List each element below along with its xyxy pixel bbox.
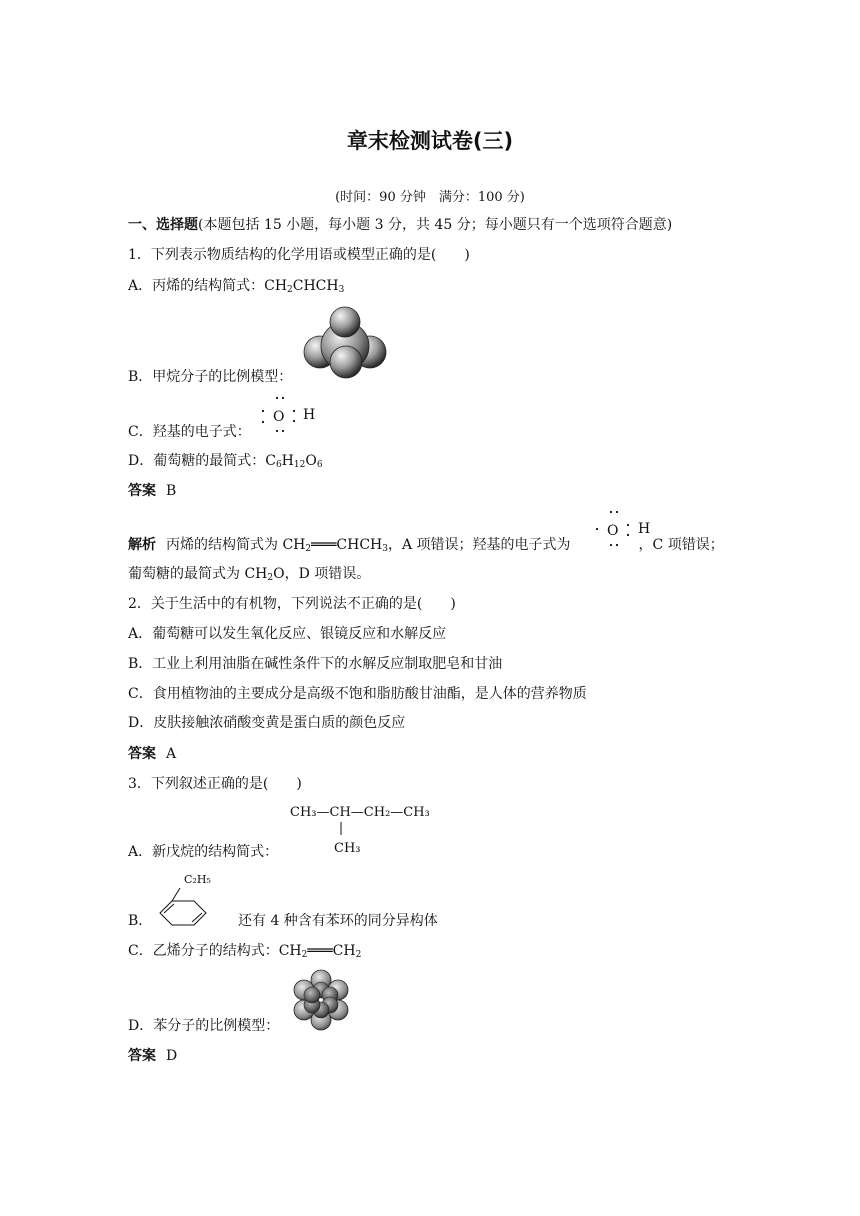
q1-analysis-line2: 葡萄糖的最简式为 $CH_2O$，D 项错误。 (128, 566, 371, 583)
q1-option-c: C．羟基的电子式： (128, 424, 251, 440)
neopentane-structure (290, 800, 460, 860)
q1-analysis-line1: 解析 丙烯的结构简式为 $CH_2═══CHCH_3$，A 项错误；羟基的电子式为 ，C 项错误； (128, 537, 724, 554)
q3-option-b-text: 还有 4 种含有苯环的同分异构体 (238, 913, 438, 929)
q1-option-d: D．葡萄糖的最简式：$C_6H_{12}O_6$ (128, 453, 323, 470)
methane-model-image (302, 306, 392, 380)
structure-branch: CH₃ (334, 841, 361, 856)
ethyl-label: C₂H₅ (184, 873, 211, 886)
hydroxyl-electron-formula (256, 392, 316, 436)
hydroxyl-h: H (303, 407, 316, 423)
q1-option-b: B．甲烷分子的比例模型： (128, 369, 293, 385)
analysis-o: O (607, 523, 619, 539)
analysis-h: H (638, 521, 651, 537)
q3-stem: 3．下列叙述正确的是( ) (128, 776, 302, 792)
section-heading-line (128, 216, 672, 234)
section-note: (本题包括 15 小题，每小题 3 分，共 45 分；每小题只有一个选项符合题意) (198, 217, 673, 233)
analysis-hydroxyl-electron-formula (590, 506, 650, 550)
exam-subtitle: (时间：90 分钟 满分：100 分) (335, 190, 525, 205)
section-heading: 一、选择题 (128, 217, 198, 233)
q3-option-b-label: B． (128, 913, 153, 929)
q1-option-a: A．丙烯的结构简式：$CH_2CHCH_3$ (128, 278, 345, 295)
hydroxyl-o: O (273, 409, 285, 425)
q3-answer: 答案 D (128, 1048, 178, 1064)
q1-stem: 1．下列表示物质结构的化学用语或模型正确的是( ) (128, 247, 470, 263)
benzene-model-image (290, 969, 352, 1031)
q3-option-d: D．苯分子的比例模型： (128, 1018, 280, 1034)
structure-chain: CH₃—CH—CH₂—CH₃ (290, 805, 430, 820)
q2-answer: 答案 A (128, 746, 177, 762)
q1-answer: 答案 B (128, 483, 177, 499)
q2-option-b: B．工业上利用油脂在碱性条件下的水解反应制取肥皂和甘油 (128, 656, 503, 672)
ethylbenzene-structure (150, 870, 230, 926)
q2-option-c: C．食用植物油的主要成分是高级不饱和脂肪酸甘油酯，是人体的营养物质 (128, 686, 587, 702)
q3-option-a: A．新戊烷的结构简式： (128, 844, 279, 860)
q2-stem: 2．关于生活中的有机物，下列说法不正确的是( ) (128, 596, 456, 612)
q3-option-c: C．乙烯分子的结构式：$CH_2═══CH_2$ (128, 943, 362, 960)
q2-option-d: D．皮肤接触浓硝酸变黄是蛋白质的颜色反应 (128, 715, 406, 731)
analysis-label: 解析 (128, 537, 156, 553)
q2-option-a: A．葡萄糖可以发生氧化反应、银镜反应和水解反应 (128, 626, 447, 642)
page-title: 章末检测试卷(三) (346, 129, 514, 153)
